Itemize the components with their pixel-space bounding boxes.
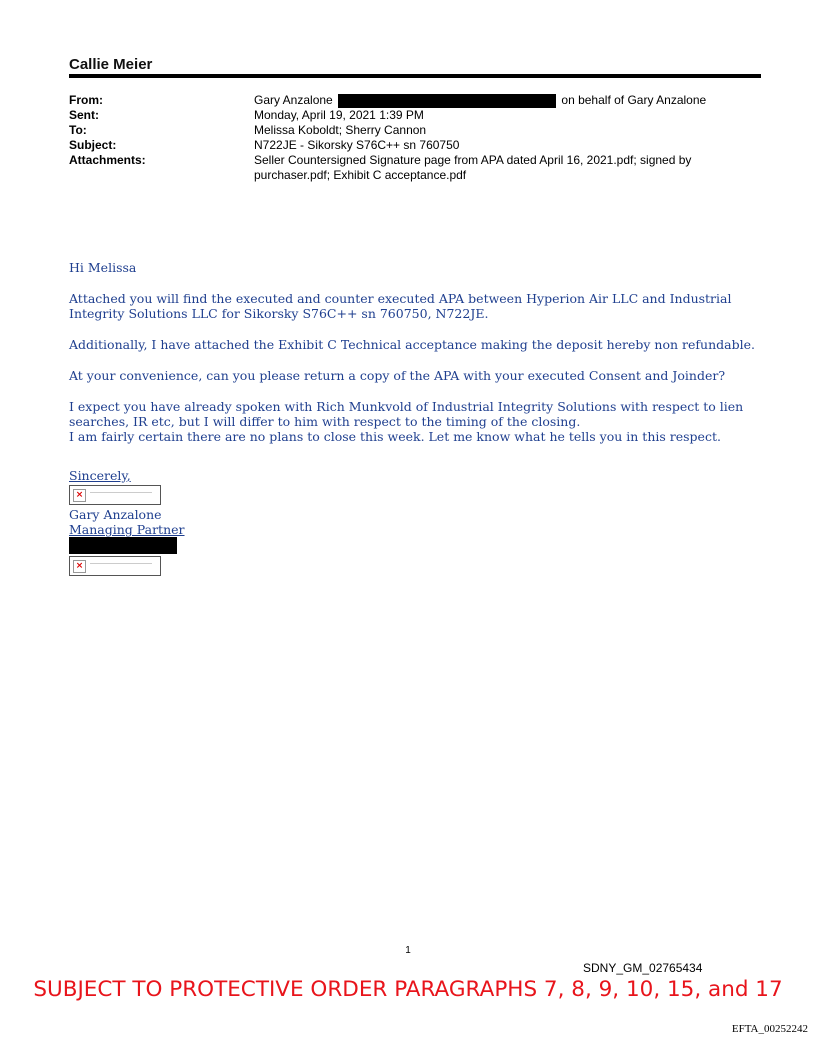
attachments-line-1: Seller Countersigned Signature page from APA dated April 16, 2021.pdf; signed by — [254, 153, 692, 167]
sent-value: Monday, April 19, 2021 1:39 PM — [254, 108, 424, 122]
paragraph-lien-line-1: I expect you have already spoken with Rich Munkvold of Industrial Integrity Solutions with respect to lien searches, IR etc, but I will differ to him with respect to the timing of the closing. — [69, 399, 744, 429]
email-body — [69, 260, 759, 578]
paragraph-consent-request: At your convenience, can you please return a copy of the APA with your executed Consent and Joinder? — [69, 368, 726, 383]
signature-closing: Sincerely, — [69, 468, 131, 483]
paragraph-lien-line-2: I am fairly certain there are no plans to close this week. Let me know what he tells you in this respect. — [69, 429, 721, 444]
attachments-value — [254, 153, 761, 183]
from-suffix: on behalf of Gary Anzalone — [561, 93, 707, 107]
protective-order-notice: SUBJECT TO PROTECTIVE ORDER PARAGRAPHS 7, 8, 9, 10, 15, and 17 — [33, 977, 783, 1002]
broken-image-icon: × — [73, 489, 86, 502]
mailbox-owner-name: Callie Meier — [69, 56, 153, 73]
broken-image-icon: × — [73, 560, 86, 573]
signature-block — [69, 468, 759, 576]
to-label: To: — [69, 123, 87, 137]
from-row — [69, 93, 761, 108]
paragraph-lien-searches — [69, 399, 759, 444]
efta-stamp: EFTA_00252242 — [731, 1023, 808, 1035]
to-row — [69, 123, 761, 138]
sent-label: Sent: — [69, 108, 99, 122]
paragraph-apa: Attached you will find the executed and counter executed APA between Hyperion Air LLC and Industrial Integrity Solutions LLC for Sikorsky S76C++ sn 760750, N722JE. — [69, 291, 732, 321]
attachments-row — [69, 153, 761, 183]
redaction-box — [338, 94, 556, 108]
email-header-block — [69, 93, 761, 183]
broken-image-placeholder — [69, 485, 161, 505]
subject-row — [69, 138, 761, 153]
from-value — [254, 93, 761, 108]
subject-value: N722JE - Sikorsky S76C++ sn 760750 — [254, 138, 460, 152]
attachments-line-2: purchaser.pdf; Exhibit C acceptance.pdf — [254, 168, 467, 182]
sent-row — [69, 108, 761, 123]
paragraph-exhibit-c: Additionally, I have attached the Exhibit C Technical acceptance making the deposit hereby non refundable. — [69, 337, 755, 352]
attachments-label: Attachments: — [69, 153, 146, 167]
page-number: 1 — [405, 945, 411, 956]
greeting: Hi Melissa — [69, 260, 137, 275]
redaction-box — [69, 537, 177, 554]
subject-label: Subject: — [69, 138, 117, 152]
signature-name: Gary Anzalone — [69, 507, 162, 522]
from-label: From: — [69, 93, 103, 107]
from-name: Gary Anzalone — [254, 93, 333, 107]
header-divider — [69, 74, 761, 78]
bates-number: SDNY_GM_02765434 — [583, 961, 703, 975]
to-value: Melissa Koboldt; Sherry Cannon — [254, 123, 427, 137]
signature-title: Managing Partner — [69, 522, 185, 537]
broken-image-placeholder — [69, 556, 161, 576]
